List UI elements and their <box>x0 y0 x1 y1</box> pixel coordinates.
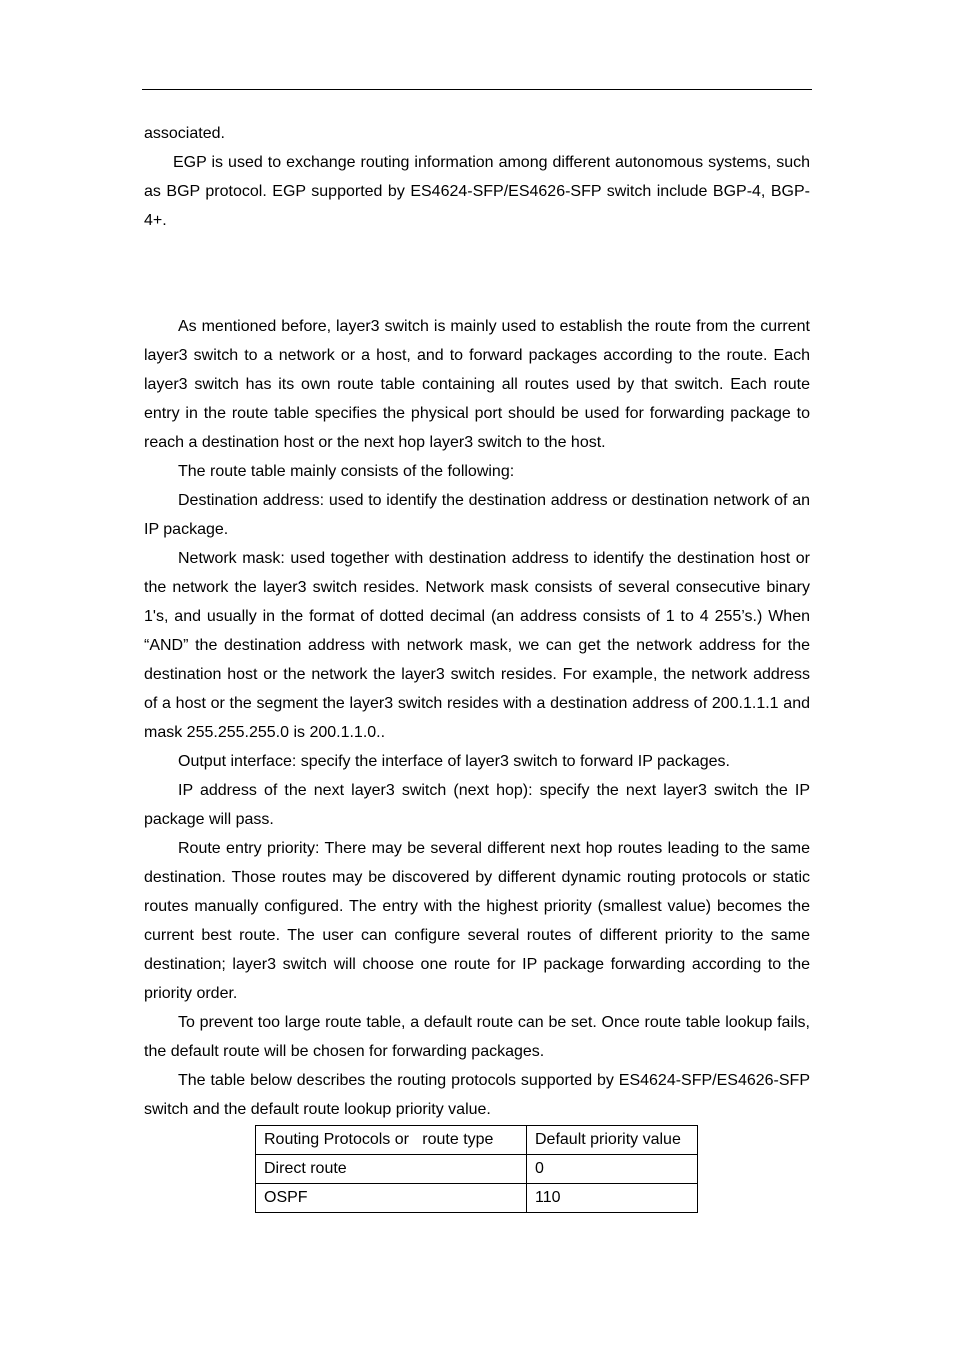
paragraph-output-interface: Output interface: specify the interface of layer3 switch to forward IP packages. <box>178 753 730 770</box>
paragraph-default-route: To prevent too large route table, a default route can be set. Once route table lookup fails, the default route will be chosen for forwarding packages. <box>144 1014 810 1060</box>
table-cell: 0 <box>527 1155 698 1184</box>
paragraph-route-priority: Route entry priority: There may be several different next hop routes leading to the same destination. Those routes may be discovered by different dynamic routing protocols or static routes manually configured. The entry with the highest priority (smallest value) becomes the current best route. The user can configure several routes of different priority to the same destination; layer3 switch will choose one route for IP package forwarding according to the priority order. <box>144 840 810 1002</box>
priority-table-wrapper <box>255 1125 810 1213</box>
paragraph: associated. <box>144 125 225 142</box>
table-cell: 110 <box>527 1184 698 1213</box>
header-rule <box>142 89 812 90</box>
table-row <box>256 1184 698 1213</box>
body-text <box>144 119 810 1213</box>
priority-table <box>255 1125 698 1213</box>
table-cell: OSPF <box>256 1184 527 1213</box>
paragraph-network-mask: Network mask: used together with destination address to identify the destination host or the network the layer3 switch resides. Network mask consists of several consecutive binary 1's, and usually in the format of dotted decimal (an address consists of 1 to 4 255’s.) When “AND” the destination address with network mask, we can get the network address for the destination host or the network the layer3 switch resides. For example, the network address of a host or the segment the layer3 switch resides with a destination address of 200.1.1.1 and mask 255.255.255.0 is 200.1.1.0.. <box>144 550 810 741</box>
table-header-row <box>256 1126 698 1155</box>
table-row <box>256 1155 698 1184</box>
paragraph-route-intro: As mentioned before, layer3 switch is mainly used to establish the route from the current layer3 switch to a network or a host, and to forward packages according to the route. Each layer3 switch has its own route table containing all routes used by that switch. Each route entry in the route table specifies the physical port should be used for forwarding package to reach a destination host or the next hop layer3 switch to the host. <box>144 318 810 451</box>
table-header-cell: Routing Protocols or route type <box>256 1126 527 1155</box>
paragraph-next-hop: IP address of the next layer3 switch (next hop): specify the next layer3 switch the IP package will pass. <box>144 782 810 828</box>
table-cell: Direct route <box>256 1155 527 1184</box>
paragraph-table-intro: The table below describes the routing protocols supported by ES4624-SFP/ES4626-SFP switch and the default route lookup priority value. <box>144 1072 810 1118</box>
paragraph-egp: EGP is used to exchange routing information among different autonomous systems, such as BGP protocol. EGP supported by ES4624-SFP/ES4626-SFP switch include BGP-4, BGP-4+. <box>144 154 810 229</box>
table-header-cell: Default priority value <box>527 1126 698 1155</box>
paragraph-destination-address: Destination address: used to identify the destination address or destination network of an IP package. <box>144 492 810 538</box>
section-gap <box>144 235 810 312</box>
paragraph-route-table: The route table mainly consists of the following: <box>178 463 515 480</box>
